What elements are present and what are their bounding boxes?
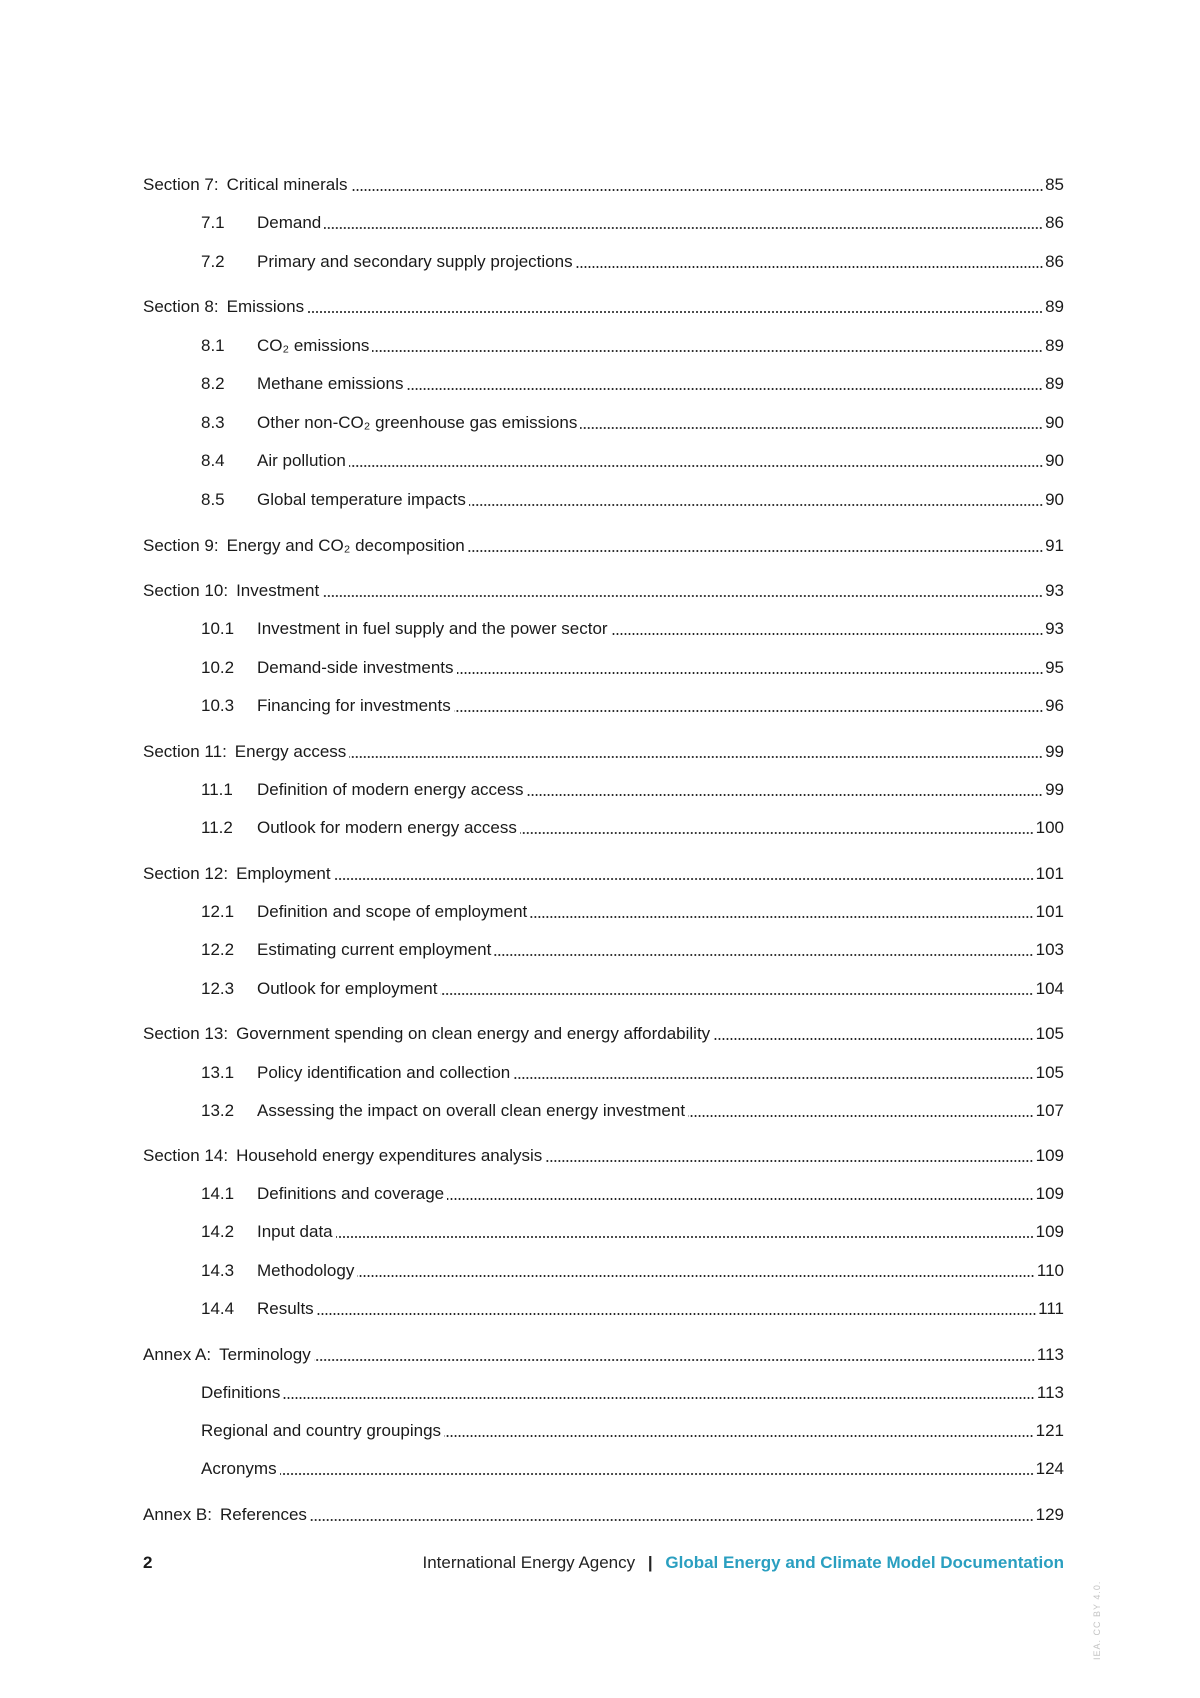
toc-entry-title: Acronyms bbox=[201, 1459, 277, 1478]
toc-entry-number: 10.2 bbox=[201, 658, 235, 677]
toc-entry-title: Outlook for employment bbox=[257, 979, 438, 998]
toc-entry-title: Critical minerals bbox=[226, 175, 348, 194]
toc-entry-title: Definition and scope of employment bbox=[257, 902, 528, 921]
toc-entry-page: 109 bbox=[1035, 1184, 1064, 1203]
toc-entry[interactable] bbox=[201, 1380, 1064, 1404]
dot-leader bbox=[336, 1236, 1034, 1238]
toc-entry-number: 8.2 bbox=[201, 374, 225, 393]
toc-entry-title: Definition of modern energy access bbox=[257, 780, 524, 799]
toc-entry[interactable] bbox=[143, 172, 1064, 196]
dot-leader bbox=[314, 1359, 1035, 1361]
toc-entry-number: Section 7: bbox=[143, 175, 219, 194]
toc-entry-title: Investment in fuel supply and the power sector bbox=[257, 619, 608, 638]
toc-entry[interactable] bbox=[201, 1219, 1064, 1243]
dot-leader bbox=[280, 1473, 1034, 1475]
toc-entry-number: Section 13: bbox=[143, 1024, 229, 1043]
dot-leader bbox=[468, 550, 1043, 552]
dot-leader bbox=[322, 595, 1043, 597]
toc-entry[interactable] bbox=[201, 487, 1064, 511]
toc-entry[interactable] bbox=[201, 815, 1064, 839]
toc-entry-page: 124 bbox=[1035, 1459, 1064, 1478]
dot-leader bbox=[372, 350, 1043, 352]
license-notice: IEA. CC BY 4.0. bbox=[1092, 1580, 1102, 1660]
toc-entry-title: Outlook for modern energy access bbox=[257, 818, 517, 837]
toc-entry-page: 93 bbox=[1045, 581, 1064, 600]
dot-leader bbox=[444, 1435, 1034, 1437]
toc-entry[interactable] bbox=[201, 371, 1064, 395]
dot-leader bbox=[317, 1313, 1036, 1315]
dot-leader bbox=[351, 189, 1044, 191]
toc-entry-title: Primary and secondary supply projections bbox=[257, 252, 573, 271]
toc-entry-title: Definitions bbox=[201, 1383, 281, 1402]
toc-entry[interactable] bbox=[201, 410, 1064, 434]
toc-entry[interactable] bbox=[201, 1296, 1064, 1320]
toc-entry-page: 101 bbox=[1035, 902, 1064, 921]
toc-entry[interactable] bbox=[143, 739, 1064, 763]
toc-entry[interactable] bbox=[201, 1098, 1064, 1122]
toc-entry-page: 110 bbox=[1036, 1261, 1064, 1280]
toc-entry[interactable] bbox=[201, 448, 1064, 472]
toc-entry-page: 100 bbox=[1035, 818, 1064, 837]
toc-entry-number: 10.1 bbox=[201, 619, 235, 638]
toc-entry[interactable] bbox=[201, 333, 1064, 357]
dot-leader bbox=[334, 878, 1034, 880]
toc-entry[interactable] bbox=[201, 937, 1064, 961]
toc-entry-number: 7.1 bbox=[201, 213, 225, 232]
toc-entry-page: 96 bbox=[1045, 696, 1064, 715]
dot-leader bbox=[713, 1038, 1033, 1040]
agency-name: International Energy Agency bbox=[422, 1553, 636, 1572]
toc-entry-number: 8.5 bbox=[201, 490, 225, 509]
toc-entry-number: 14.1 bbox=[201, 1184, 235, 1203]
toc-entry-page: 99 bbox=[1045, 742, 1064, 761]
dot-leader bbox=[580, 427, 1043, 429]
toc-entry-page: 90 bbox=[1045, 413, 1064, 432]
toc-entry-page: 90 bbox=[1045, 490, 1064, 509]
toc-entry-page: 113 bbox=[1036, 1383, 1064, 1402]
toc-entry-title: Government spending on clean energy and energy affordability bbox=[236, 1024, 711, 1043]
toc-entry-number: Section 8: bbox=[143, 297, 219, 316]
toc-entry-title: Global temperature impacts bbox=[257, 490, 466, 509]
toc-entry-page: 89 bbox=[1045, 297, 1064, 316]
toc-entry[interactable] bbox=[201, 210, 1064, 234]
toc-entry-title: Regional and country groupings bbox=[201, 1421, 442, 1440]
page-footer bbox=[143, 1553, 1064, 1581]
toc-entry-number: Section 9: bbox=[143, 536, 219, 555]
toc-entry-page: 104 bbox=[1035, 979, 1064, 998]
toc-entry-number: Section 11: bbox=[143, 742, 227, 761]
dot-leader bbox=[457, 672, 1044, 674]
toc-entry[interactable] bbox=[143, 533, 1064, 557]
toc-entry-title: Input data bbox=[257, 1222, 333, 1241]
dot-leader bbox=[324, 227, 1043, 229]
dot-leader bbox=[513, 1077, 1033, 1079]
toc-entry[interactable] bbox=[201, 1418, 1064, 1442]
dot-leader bbox=[307, 311, 1043, 313]
toc-entry-page: 86 bbox=[1045, 252, 1064, 271]
toc-entry[interactable] bbox=[143, 1502, 1064, 1526]
toc-entry-number: Annex B: bbox=[143, 1505, 212, 1524]
toc-entry-page: 101 bbox=[1035, 864, 1064, 883]
toc-entry-number: 12.3 bbox=[201, 979, 235, 998]
dot-leader bbox=[447, 1198, 1034, 1200]
toc-entry-title: Methodology bbox=[257, 1261, 355, 1280]
toc-entry[interactable] bbox=[201, 655, 1064, 679]
dot-leader bbox=[520, 832, 1034, 834]
toc-entry[interactable] bbox=[201, 1456, 1064, 1480]
dot-leader bbox=[349, 756, 1043, 758]
toc-entry-number: 14.2 bbox=[201, 1222, 235, 1241]
toc-entry-page: 85 bbox=[1045, 175, 1064, 194]
toc-entry-number: 7.2 bbox=[201, 252, 225, 271]
toc-entry-number: 8.4 bbox=[201, 451, 225, 470]
table-of-contents bbox=[143, 0, 1064, 1560]
toc-entry[interactable] bbox=[143, 1143, 1064, 1167]
toc-entry-title: Demand-side investments bbox=[257, 658, 454, 677]
toc-entry-number: Annex A: bbox=[143, 1345, 212, 1364]
toc-entry-title: Energy access bbox=[234, 742, 347, 761]
toc-entry-title: References bbox=[220, 1505, 307, 1524]
dot-leader bbox=[406, 388, 1043, 390]
toc-entry-page: 107 bbox=[1035, 1101, 1064, 1120]
toc-entry-title: Other non-CO₂ greenhouse gas emissions bbox=[257, 413, 578, 432]
document-title: Global Energy and Climate Model Documentation bbox=[665, 1553, 1064, 1572]
toc-entry-title: Policy identification and collection bbox=[257, 1063, 511, 1082]
toc-entry-title: Investment bbox=[236, 581, 320, 600]
toc-entry-title: Household energy expenditures analysis bbox=[236, 1146, 543, 1165]
toc-entry-title: Terminology bbox=[219, 1345, 311, 1364]
toc-entry-number: 8.1 bbox=[201, 336, 225, 355]
dot-leader bbox=[494, 954, 1033, 956]
toc-entry[interactable] bbox=[143, 861, 1064, 885]
toc-entry-page: 89 bbox=[1045, 374, 1064, 393]
toc-entry[interactable] bbox=[143, 294, 1064, 318]
toc-entry-page: 129 bbox=[1035, 1505, 1064, 1524]
toc-entry-number: 11.1 bbox=[201, 780, 233, 799]
toc-entry-page: 89 bbox=[1045, 336, 1064, 355]
dot-leader bbox=[454, 710, 1043, 712]
dot-leader bbox=[469, 504, 1043, 506]
toc-entry-title: CO₂ emissions bbox=[257, 336, 370, 355]
toc-entry[interactable] bbox=[201, 899, 1064, 923]
dot-leader bbox=[545, 1160, 1033, 1162]
dot-leader bbox=[530, 916, 1033, 918]
toc-entry-number: 8.3 bbox=[201, 413, 225, 432]
toc-entry-title: Emissions bbox=[226, 297, 305, 316]
toc-entry-number: 12.1 bbox=[201, 902, 235, 921]
toc-entry-page: 109 bbox=[1035, 1146, 1064, 1165]
toc-entry-number: 11.2 bbox=[201, 818, 233, 837]
toc-entry[interactable] bbox=[201, 1258, 1064, 1282]
toc-entry-page: 93 bbox=[1045, 619, 1064, 638]
toc-entry-page: 99 bbox=[1045, 780, 1064, 799]
toc-entry-title: Employment bbox=[236, 864, 331, 883]
toc-entry[interactable] bbox=[201, 777, 1064, 801]
toc-entry[interactable] bbox=[201, 616, 1064, 640]
dot-leader bbox=[283, 1397, 1035, 1399]
dot-leader bbox=[611, 633, 1043, 635]
toc-entry-title: Methane emissions bbox=[257, 374, 404, 393]
toc-entry[interactable] bbox=[143, 578, 1064, 602]
toc-entry-page: 86 bbox=[1045, 213, 1064, 232]
toc-entry-page: 121 bbox=[1035, 1421, 1064, 1440]
toc-entry-page: 105 bbox=[1035, 1063, 1064, 1082]
toc-entry-number: Section 10: bbox=[143, 581, 229, 600]
dot-leader bbox=[440, 993, 1033, 995]
toc-entry-title: Estimating current employment bbox=[257, 940, 492, 959]
toc-entry-number: 10.3 bbox=[201, 696, 235, 715]
toc-entry-number: Section 12: bbox=[143, 864, 229, 883]
toc-entry-page: 91 bbox=[1045, 536, 1064, 555]
toc-entry-number: 13.2 bbox=[201, 1101, 235, 1120]
footer-credit bbox=[423, 1553, 1065, 1573]
page-number: 2 bbox=[143, 1553, 153, 1572]
toc-entry[interactable] bbox=[201, 976, 1064, 1000]
dot-leader bbox=[357, 1275, 1035, 1277]
toc-entry-page: 103 bbox=[1035, 940, 1064, 959]
dot-leader bbox=[526, 794, 1043, 796]
toc-entry-page: 90 bbox=[1045, 451, 1064, 470]
toc-entry[interactable] bbox=[201, 249, 1064, 273]
toc-entry-number: Section 14: bbox=[143, 1146, 229, 1165]
dot-leader bbox=[310, 1519, 1034, 1521]
dot-leader bbox=[349, 465, 1043, 467]
toc-entry-page: 109 bbox=[1035, 1222, 1064, 1241]
toc-entry-title: Definitions and coverage bbox=[257, 1184, 445, 1203]
toc-entry-page: 113 bbox=[1036, 1345, 1064, 1364]
toc-entry-title: Results bbox=[257, 1299, 314, 1318]
dot-leader bbox=[688, 1115, 1034, 1117]
toc-entry-title: Demand bbox=[257, 213, 322, 232]
toc-entry[interactable] bbox=[201, 1181, 1064, 1205]
toc-entry-number: 14.3 bbox=[201, 1261, 235, 1280]
footer-separator: | bbox=[647, 1553, 653, 1572]
toc-entry-title: Financing for investments bbox=[257, 696, 451, 715]
toc-entry[interactable] bbox=[201, 1060, 1064, 1084]
dot-leader bbox=[576, 266, 1043, 268]
toc-entry-page: 111 bbox=[1038, 1299, 1064, 1318]
toc-entry-number: 14.4 bbox=[201, 1299, 235, 1318]
toc-entry-title: Energy and CO₂ decomposition bbox=[226, 536, 465, 555]
toc-entry[interactable] bbox=[143, 1342, 1064, 1366]
toc-entry-number: 12.2 bbox=[201, 940, 235, 959]
toc-entry[interactable] bbox=[201, 693, 1064, 717]
toc-entry[interactable] bbox=[143, 1021, 1064, 1045]
toc-entry-page: 95 bbox=[1045, 658, 1064, 677]
toc-entry-page: 105 bbox=[1035, 1024, 1064, 1043]
toc-entry-title: Assessing the impact on overall clean energy investment bbox=[257, 1101, 686, 1120]
toc-entry-number: 13.1 bbox=[201, 1063, 235, 1082]
toc-entry-title: Air pollution bbox=[257, 451, 346, 470]
